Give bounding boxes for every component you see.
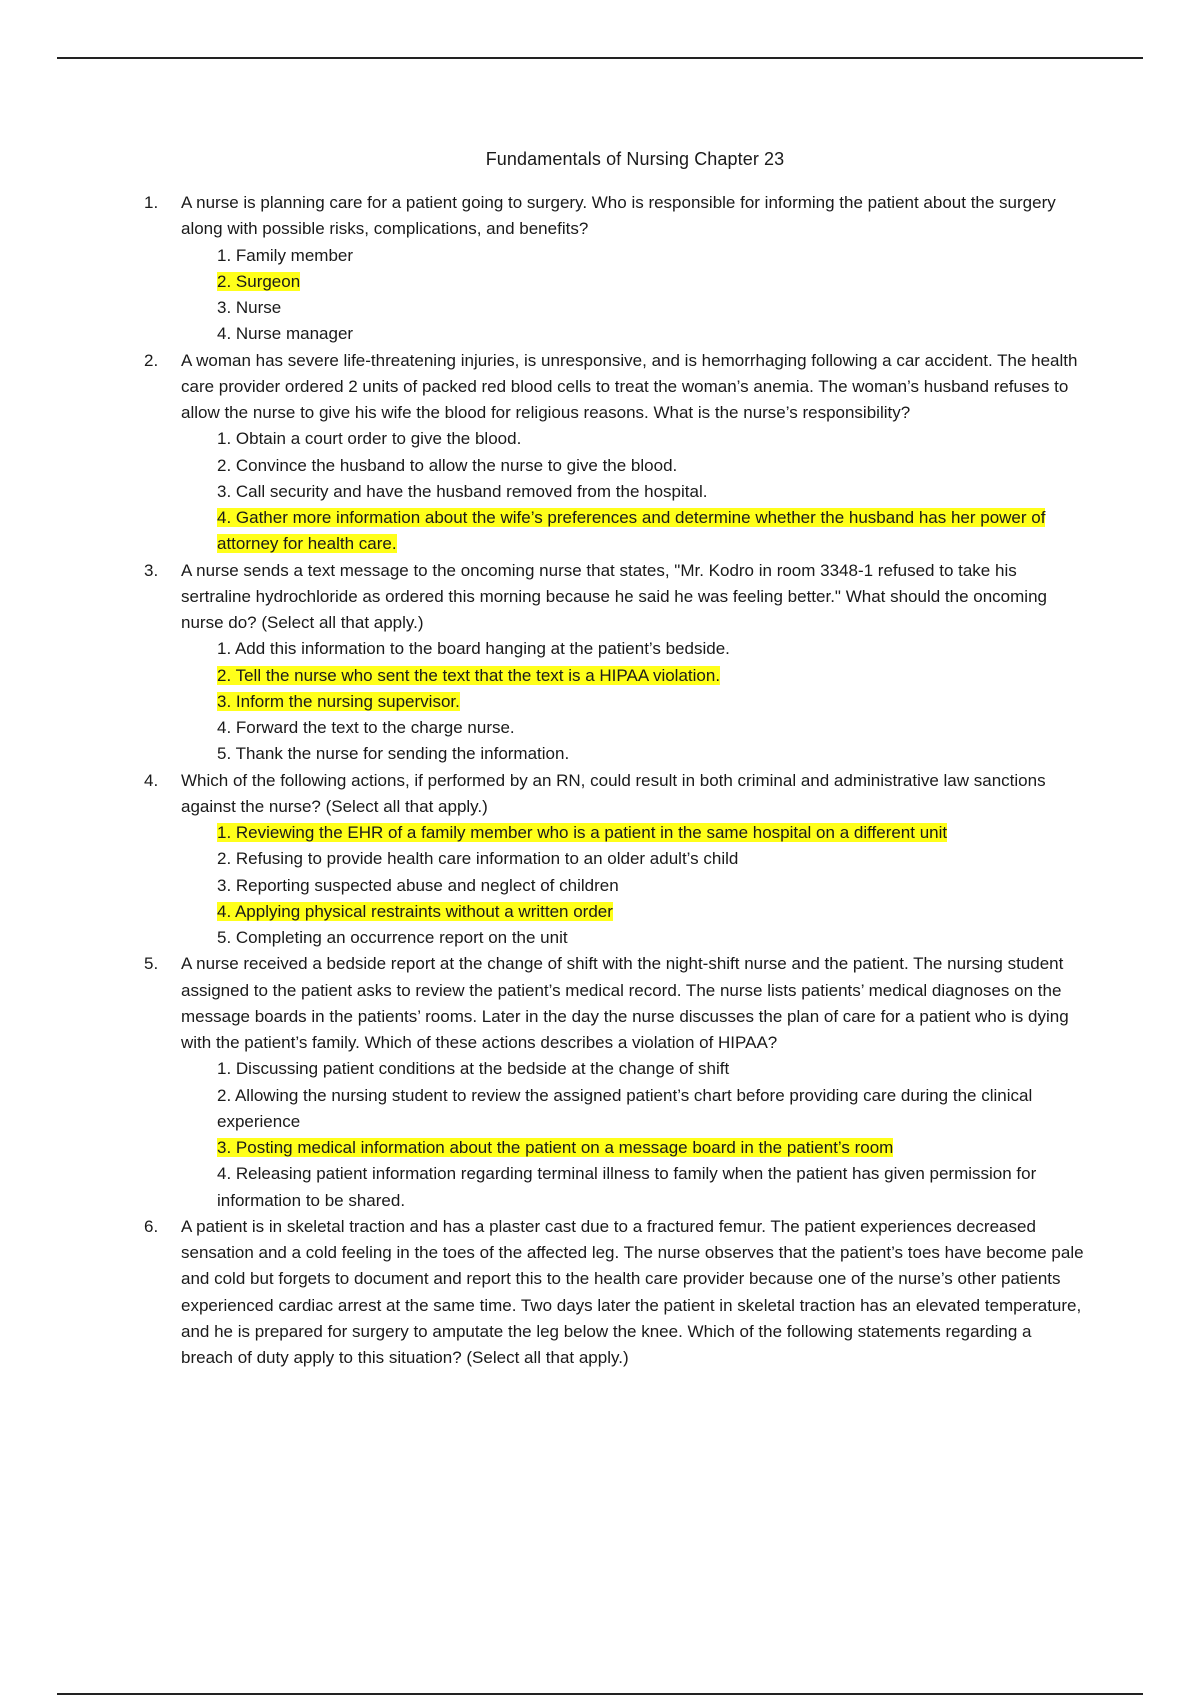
answer-option-correct (217, 663, 1088, 689)
answer-option-text: 4. Forward the text to the charge nurse. (217, 718, 515, 737)
answer-option (217, 741, 1088, 767)
answer-option-text: 1. Obtain a court order to give the blood. (217, 429, 522, 449)
answer-option (217, 479, 1088, 505)
answer-option-correct (217, 820, 1088, 846)
answer-option (217, 1083, 1088, 1136)
answer-option (217, 243, 1088, 269)
question-3 (144, 558, 1088, 768)
question-number: 3. (144, 560, 159, 580)
question-text: A woman has severe life-threatening injuries, is unresponsive, and is hemorrhaging following a car accident. The health care provider ordered 2 units of packed red blood cells to treat the woman’s anemia. The woman’s husband refuses to allow the nurse to give his wife the blood for religious reasons. What is the nurse’s responsibility? (181, 350, 1078, 422)
question-text: A nurse is planning care for a patient going to surgery. Who is responsible for informing the patient about the surgery along with possible risks, complications, and benefits? (181, 193, 1056, 239)
answer-option-text: 1. Family member (217, 245, 354, 265)
question-number: 4. (144, 770, 159, 790)
answer-options (181, 820, 1088, 951)
answer-option-correct (217, 505, 1088, 558)
answer-option-text: 2. Refusing to provide health care information to an older adult’s child (217, 849, 739, 869)
answer-option-text: 5. Thank the nurse for sending the information. (217, 744, 570, 764)
answer-option-correct (217, 899, 1088, 925)
answer-option-text-highlighted: 4. Applying physical restraints without a written order (217, 901, 613, 921)
answer-option-text: 4. Nurse manager (217, 324, 354, 344)
question-list (144, 190, 1088, 1371)
answer-option (217, 426, 1088, 452)
question-2 (144, 348, 1088, 558)
answer-option (217, 453, 1088, 479)
question-text: A nurse received a bedside report at the change of shift with the night-shift nurse and the patient. The nursing student assigned to the patient asks to review the patient’s medical record. The nurse lists patients’ medical diagnoses on the message boards in the patients’ rooms. Later in the day the nurse discusses the plan of care for a patient who is dying with the patient’s family. Which of these actions describes a violation of HIPAA? (181, 954, 1069, 1052)
answer-option (217, 1161, 1088, 1214)
answer-options (181, 426, 1088, 557)
question-text: A nurse sends a text message to the oncoming nurse that states, "Mr. Kodro in room 3348-1 refused to take his sertraline hydrochloride as ordered this morning because he said he was feeling better." What should the oncoming nurse do? (Select all that apply.) (181, 560, 1047, 632)
answer-option-text: 3. Reporting suspected abuse and neglect of children (217, 875, 619, 895)
question-number: 1. (144, 193, 159, 212)
answer-option-text-highlighted: 1. Reviewing the EHR of a family member who is a patient in the same hospital on a different unit (217, 823, 948, 842)
bottom-rule (57, 1693, 1143, 1695)
question-text: Which of the following actions, if performed by an RN, could result in both criminal and administrative law sanctions against the nurse? (Select all that apply.) (181, 770, 1046, 816)
answer-option (217, 321, 1088, 347)
question-number: 2. (144, 350, 159, 370)
answer-option-text: 1. Discussing patient conditions at the bedside at the change of shift (217, 1059, 730, 1079)
top-rule (57, 57, 1143, 59)
answer-option-text-highlighted: 4. Gather more information about the wife’s preferences and determine whether the husband has her power of attorney for health care. (217, 508, 1046, 554)
answer-option (217, 925, 1088, 951)
answer-option-text: 4. Releasing patient information regarding terminal illness to family when the patient has given permission for information to be shared. (217, 1164, 1037, 1210)
answer-option (217, 1056, 1088, 1082)
question-4 (144, 768, 1088, 952)
answer-option-text: 3. Call security and have the husband removed from the hospital. (217, 481, 708, 501)
answer-option-text: 5. Completing an occurrence report on the unit (217, 928, 568, 947)
page-title: Fundamentals of Nursing Chapter 23 (485, 149, 785, 169)
answer-option-text: 2. Convince the husband to allow the nurse to give the blood. (217, 455, 678, 475)
answer-option (217, 715, 1088, 741)
answer-option-text: 3. Nurse (217, 298, 282, 317)
question-6 (144, 1214, 1088, 1372)
answer-option-text-highlighted: 2. Tell the nurse who sent the text that the text is a HIPAA violation. (217, 665, 721, 685)
answer-option-text-highlighted: 2. Surgeon (217, 271, 301, 291)
answer-option-correct (217, 1135, 1088, 1161)
answer-option-text-highlighted: 3. Posting medical information about the patient on a message board in the patient’s room (217, 1138, 894, 1157)
question-number: 5. (144, 954, 159, 974)
answer-options (181, 1056, 1088, 1214)
answer-option-text: 1. Add this information to the board hanging at the patient’s bedside. (217, 639, 730, 659)
answer-option-text: 2. Allowing the nursing student to review the assigned patient’s chart before providing care during the clinical experience (217, 1085, 1033, 1131)
answer-option (217, 295, 1088, 321)
answer-option (217, 636, 1088, 662)
answer-option-correct (217, 269, 1088, 295)
answer-option (217, 873, 1088, 899)
answer-options (181, 243, 1088, 348)
answer-option-text-highlighted: 3. Inform the nursing supervisor. (217, 691, 460, 711)
answer-options (181, 636, 1088, 767)
question-number: 6. (144, 1216, 159, 1236)
answer-option-correct (217, 689, 1088, 715)
question-1 (144, 190, 1088, 348)
question-text: A patient is in skeletal traction and has a plaster cast due to a fractured femur. The patient experiences decreased sensation and a cold feeling in the toes of the affected leg. The nurse observes that the patient’s toes have become pale and cold but forgets to document and report this to the health care provider because one of the nurse’s other patients experienced cardiac arrest at the same time. Two days later the patient in skeletal traction has an elevated temperature, and he is prepared for surgery to amputate the leg below the knee. Which of the following statements regarding a breach of duty apply to this situation? (Select all that apply.) (181, 1216, 1084, 1367)
answer-option (217, 846, 1088, 872)
question-5 (144, 951, 1088, 1214)
